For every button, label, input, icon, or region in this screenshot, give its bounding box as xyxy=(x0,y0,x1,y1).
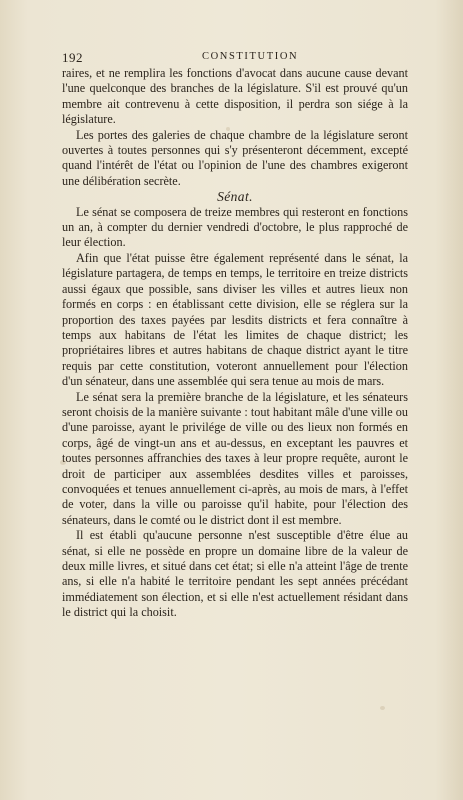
paragraph-continued: raires, et ne remplira les fonctions d'avocat dans aucune cause devant l'une quelconque des branches de la législature. S'il est prouvé qu'un membre ait contrevenu à cette disposition, il perdra son siége à la législature. xyxy=(62,66,408,127)
page-number: 192 xyxy=(62,50,83,65)
paragraph-senate-election: Le sénat sera la première branche de la législature, et les sénateurs seront choisis de la manière suivante : tout habitant mâle d'une ville ou d'une paroisse, ayant le privilége de ville ou des lieux non formés en corps, âgé de vingt-un ans et au-dessus, en exceptant les pauvres et toutes personnes affranchies des taxes à leur propre requête, auront le droit de participer aux assemblées desdites villes et paroisses, convoquées et tenues annuellement ci-après, au mois de mars, à l'effet de voter, dans la ville ou paroisse qu'il habite, pour l'élection des sénateurs, dans le comté ou le district dont il est membre. xyxy=(62,389,408,527)
body-text xyxy=(62,66,408,621)
paragraph-eligibility: Il est établi qu'aucune personne n'est susceptible d'être élue au sénat, si elle ne possède en propre un domaine libre de la valeur de deux mille livres, et situé dans cet état; si elle n'a atteint l'âge de trente ans, si elle n'a habité le territoire pendant les sept années précédant immédiatement son élection, et si elle n'est actuellement résidant dans le district qui la choisit. xyxy=(62,528,408,620)
paper-stain xyxy=(226,127,230,131)
paragraph-galleries: Les portes des galeries de chaque chambre de la législature seront ouvertes à toutes personnes qui s'y présenteront décemment, excepté quand l'intérêt de l'état ou l'opinion de l'une des chambres exigeront une délibération secrète. xyxy=(62,127,408,188)
running-head: CONSTITUTION xyxy=(202,51,299,62)
section-title: Sénat. xyxy=(217,189,253,205)
paragraph-senate-composition: Le sénat se composera de treize membres qui resteront en fonctions un an, à compter du dernier vendredi d'octobre, le plus rapproché de leur élection. xyxy=(62,204,408,250)
paper-stain xyxy=(380,706,385,710)
paragraph-districts: Afin que l'état puisse être également représenté dans le sénat, la législature partagera, de temps en temps, le territoire en treize districts aussi égaux que possible, sans diviser les villes et autres lieux non formés en corps : en établissant cette division, elle se réglera sur la proportion des taxes payées par lesdits districts et fera connaître à temps aux habitans de l'état les limites de chaque district; les propriétaires libres et autres habitans de chaque district ayant le titre requis par cette constitution, voteront annuellement pour l'élection d'un sénateur, dans une assemblée qui sera tenue au mois de mars. xyxy=(62,250,408,389)
page-header xyxy=(62,50,408,64)
paper-stain xyxy=(60,460,66,465)
